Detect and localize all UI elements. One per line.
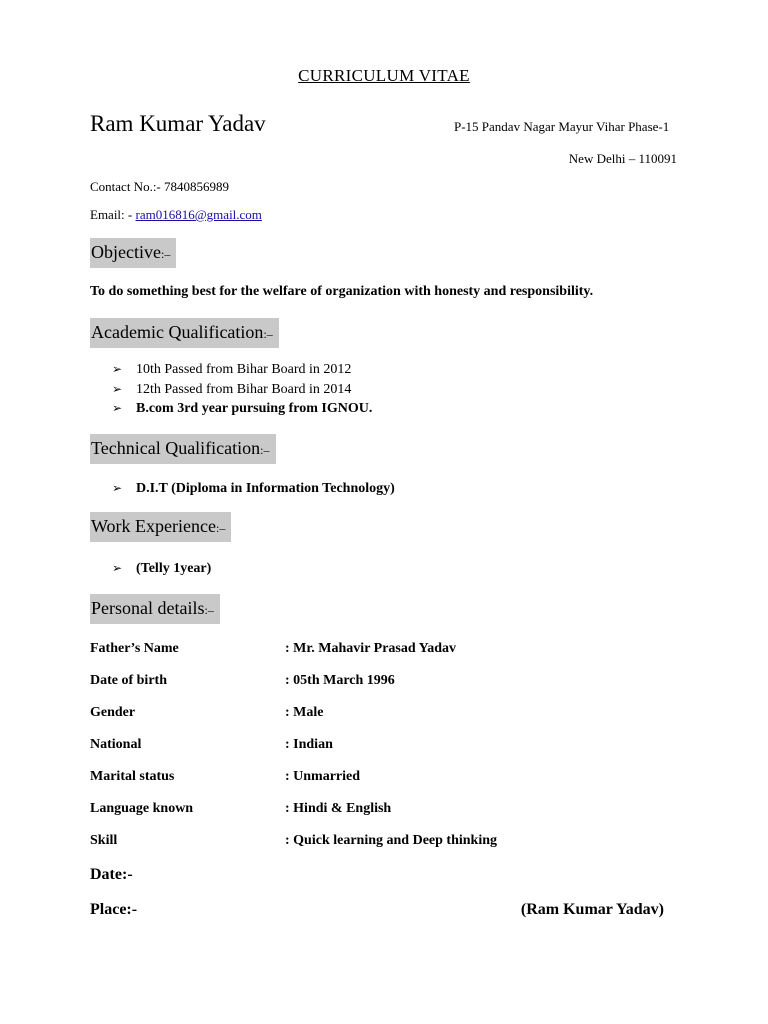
personal-heading-suffix: :– (204, 603, 214, 617)
technical-item-1: D.I.T (Diploma in Information Technology) (136, 481, 395, 496)
bullet-arrow-icon: ➢ (112, 561, 123, 575)
academic-heading-suffix: :– (263, 327, 273, 341)
personal-heading (90, 594, 220, 624)
fathers-name-label: Father’s Name (90, 641, 179, 656)
address-line-1: P-15 Pandav Nagar Mayur Vihar Phase-1 (454, 119, 670, 134)
gender-label: Gender (90, 705, 136, 720)
academic-heading-text: Academic Qualification (91, 322, 264, 342)
list-item (112, 382, 351, 398)
language-value: : Hindi & English (285, 801, 392, 816)
nationality-value: : Indian (285, 737, 333, 752)
academic-item-1: 10th Passed from Bihar Board in 2012 (136, 362, 352, 377)
contact-number (90, 179, 229, 195)
candidate-name: Ram Kumar Yadav (90, 111, 266, 136)
list-item (112, 481, 395, 497)
marital-status-value: : Unmarried (285, 769, 361, 784)
objective-heading-suffix: :– (160, 247, 171, 261)
bullet-arrow-icon: ➢ (112, 481, 123, 495)
list-item (112, 561, 211, 577)
objective-heading-text: Objective (91, 242, 161, 262)
marital-status-label: Marital status (90, 769, 175, 784)
technical-heading-text: Technical Qualification (91, 438, 261, 458)
personal-heading-text: Personal details (91, 598, 205, 618)
date-of-birth-label: Date of birth (90, 673, 167, 688)
academic-item-2: 12th Passed from Bihar Board in 2014 (136, 382, 352, 397)
fathers-name-value: : Mr. Mahavir Prasad Yadav (285, 641, 456, 656)
skill-value: : Quick learning and Deep thinking (285, 833, 497, 848)
gender-value: : Male (285, 705, 324, 720)
language-label: Language known (90, 801, 194, 816)
skill-label: Skill (90, 833, 118, 848)
address-line-2: New Delhi – 110091 (568, 151, 677, 166)
contact-label: Contact No.:- (90, 179, 165, 194)
work-heading (90, 512, 231, 542)
email-link[interactable]: ram016816@gmail.com (135, 207, 262, 222)
list-item (112, 401, 372, 417)
bullet-arrow-icon: ➢ (112, 401, 123, 415)
work-item-1: (Telly 1year) (136, 561, 212, 576)
document-title: CURRICULUM VITAE (298, 66, 470, 85)
technical-heading-suffix: :– (260, 443, 270, 457)
signature-name: (Ram Kumar Yadav) (520, 901, 664, 918)
date-label: Date:- (90, 866, 133, 883)
date-of-birth-value: : 05th March 1996 (285, 673, 395, 688)
technical-heading (90, 434, 276, 464)
email-label: Email: - (90, 207, 136, 222)
place-label: Place:- (90, 901, 138, 918)
nationality-label: National (90, 737, 142, 752)
contact-phone: 7840856989 (164, 179, 230, 194)
list-item (112, 362, 351, 378)
academic-heading (90, 318, 279, 348)
email-line (90, 207, 262, 223)
bullet-arrow-icon: ➢ (112, 382, 123, 396)
academic-item-3: B.com 3rd year pursuing from IGNOU. (136, 401, 373, 416)
objective-heading (90, 238, 176, 268)
objective-text: To do something best for the welfare of organization with honesty and responsibility. (90, 284, 594, 299)
bullet-arrow-icon: ➢ (112, 362, 123, 376)
work-heading-text: Work Experience (91, 516, 216, 536)
work-heading-suffix: :– (216, 521, 226, 535)
